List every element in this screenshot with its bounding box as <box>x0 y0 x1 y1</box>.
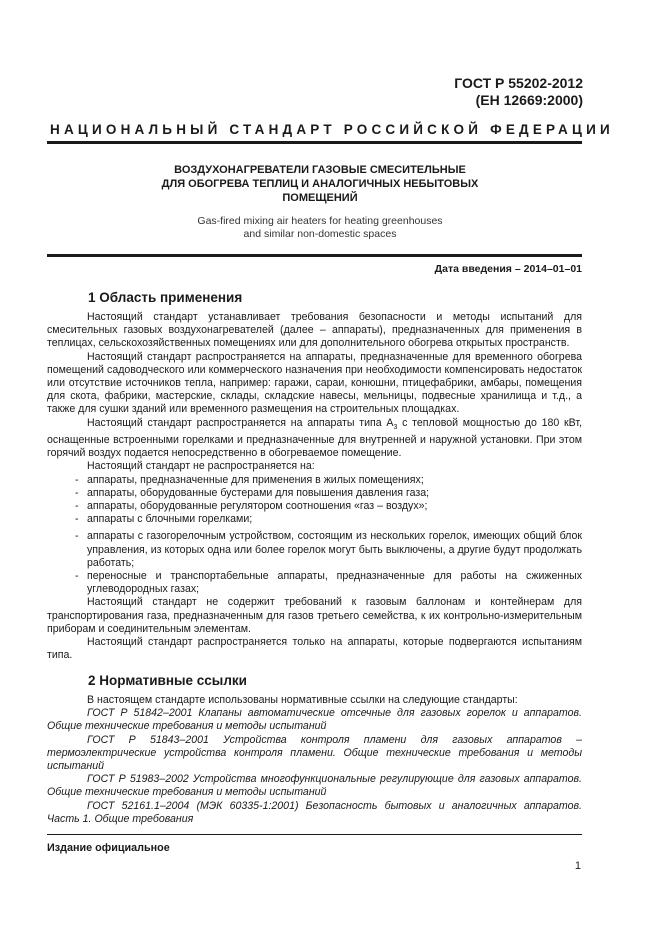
list-item-text: аппараты, оборудованные регулятором соотношения «газ – воздух»; <box>87 499 428 512</box>
introduction-date: Дата введения – 2014–01–01 <box>434 263 582 275</box>
list-item <box>47 513 582 526</box>
section-2-heading: 2 Нормативные ссылки <box>88 673 247 688</box>
dash-marker: - <box>75 486 79 499</box>
list-item <box>47 500 582 513</box>
list-item-text: аппараты с блочными горелками; <box>87 513 253 526</box>
russian-title-line1: ВОЗДУХОНАГРЕВАТЕЛИ ГАЗОВЫЕ СМЕСИТЕЛЬНЫЕ <box>174 164 466 176</box>
paragraph <box>47 417 582 461</box>
english-title <box>60 215 580 241</box>
english-title-line2: and similar non-domestic spaces <box>243 228 397 240</box>
list-item-text: аппараты с газогорелочным устройством, состоящим из нескольких горелок, имеющих общий блок управления, из которых одна или более горелок могут быть выключены, а другие будут продолжать работать; <box>87 530 582 569</box>
list-item <box>47 474 582 487</box>
paragraph: Настоящий стандарт распространяется на аппараты, предназначенные для временного обогрева помещений садоводческого или коммерческого назначения при необходимости компенсировать недостаток или отсутствие источников тепла, например: гаражи, сараи, конюшни, птицефабрики, амбары, помещения для скота, фабрики, мастерские, склады, складские навесы, мельницы, подвесные хранилища и т.д., а также для сушки зданий или временного размещения на строительных площадках. <box>47 350 582 416</box>
dash-marker: - <box>75 473 79 486</box>
list-item-text: переносные и транспортабельные аппараты, предназначенные для работы на сжиженных углеводородных газах; <box>87 569 582 596</box>
page-number: 1 <box>574 860 581 872</box>
paragraph: В настоящем стандарте использованы нормативные ссылки на следующие стандарты: <box>87 694 518 706</box>
reference-item: ГОСТ Р 51842–2001 Клапаны автоматические отсечные для газовых горелок и аппаратов. Общие технические требования и методы испытаний <box>47 707 582 733</box>
paragraph-text: с тепловой мощностью до 180 кВт, оснащенные встроенными горелками и предназначенные для внутренней и наружной установки. При этом горячий воздух подается непосредственно в обогреваемое помещение. <box>47 416 582 460</box>
section-1-body <box>47 311 582 662</box>
standard-code-line2: (ЕН 12669:2000) <box>475 92 583 108</box>
footer-divider <box>47 834 582 835</box>
list-item <box>47 487 582 500</box>
english-title-line1: Gas-fired mixing air heaters for heating greenhouses <box>197 215 443 227</box>
dash-marker: - <box>75 513 79 526</box>
section-2-body <box>47 694 582 826</box>
standard-code-line1: ГОСТ Р 55202-2012 <box>454 75 583 91</box>
russian-title-line3: ПОМЕЩЕНИЙ <box>282 192 358 204</box>
reference-item: ГОСТ Р 51843–2001 Устройства контроля пламени для газовых аппаратов – термоэлектрические устройства контроля пламени. Общие технические требования и методы испытаний <box>47 733 582 773</box>
dash-marker: - <box>75 569 79 582</box>
subscript: 3 <box>393 423 398 431</box>
title-divider <box>47 254 582 257</box>
top-divider <box>47 141 582 144</box>
paragraph: Настоящий стандарт не распространяется на: <box>87 460 315 473</box>
official-edition-label: Издание официальное <box>47 842 170 854</box>
list-item-text: аппараты, предназначенные для применения в жилых помещениях; <box>87 473 424 486</box>
section-1-heading: 1 Область применения <box>88 290 243 305</box>
dash-marker: - <box>75 530 79 543</box>
national-standard-banner: НАЦИОНАЛЬНЫЙ СТАНДАРТ РОССИЙСКОЙ ФЕДЕРАЦИИ <box>50 122 614 137</box>
list-item-text: аппараты, оборудованные бустерами для повышения давления газа; <box>87 486 430 499</box>
russian-title <box>60 163 580 205</box>
paragraph-text: Настоящий стандарт распространяется на аппараты типа A <box>87 416 394 429</box>
russian-title-line2: ДЛЯ ОБОГРЕВА ТЕПЛИЦ И АНАЛОГИЧНЫХ НЕБЫТОВЫХ <box>161 178 479 190</box>
paragraph: Настоящий стандарт устанавливает требования безопасности и методы испытаний для смесительных газовых воздухонагревателей (далее – аппараты), предназначенных для применения в теплицах, сельскохозяйственных помещениях или для дополнительного обогрева открытых пространств. <box>47 311 582 350</box>
reference-item: ГОСТ Р 51983–2002 Устройства многофункциональные регулирующие для газовых аппаратов. Общие технические требования и методы испытаний <box>47 773 582 799</box>
paragraph: Настоящий стандарт не содержит требований к газовым баллонам и контейнерам для транспортирования газа, предназначенным для газов третьего семейства, к их контрольно-измерительным приборам и соединительным элементам. <box>47 596 582 635</box>
paragraph: Настоящий стандарт распространяется только на аппараты, которые подвергаются испытаниям типа. <box>47 635 582 662</box>
list-item <box>47 570 582 596</box>
reference-item: ГОСТ 52161.1–2004 (МЭК 60335-1:2001) Безопасность бытовых и аналогичных аппаратов. Часть 1. Общие требования <box>47 799 582 825</box>
list-item <box>47 530 582 570</box>
standard-code <box>454 75 583 109</box>
dash-marker: - <box>75 499 79 512</box>
